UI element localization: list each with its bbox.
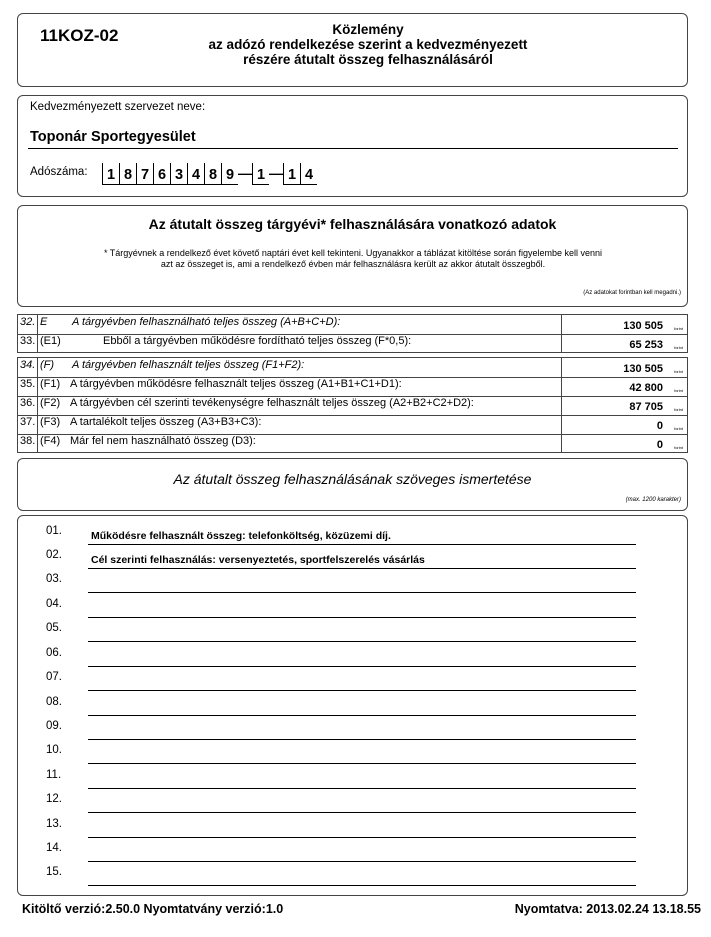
- line-number: 02.: [46, 549, 62, 561]
- tax-digit: 3: [170, 163, 187, 185]
- tax-digit: 4: [300, 163, 317, 185]
- tax-number-group-3: [283, 163, 317, 185]
- text-line[interactable]: [88, 544, 636, 545]
- column-divider: [561, 358, 562, 452]
- row-code: (F4): [40, 435, 61, 447]
- tax-dash: —: [238, 165, 252, 181]
- tax-digit: 9: [221, 163, 238, 185]
- line-text: Cél szerinti felhasználás: versenyeztetés, sportfelszerelés vásárlás: [91, 554, 425, 566]
- text-description-section: [17, 458, 688, 511]
- row-unit: forint: [674, 345, 683, 350]
- line-text: Működésre felhasznált összeg: telefonköltség, közüzemi díj.: [91, 530, 391, 542]
- row-value: 130 505: [623, 320, 663, 332]
- row-value: 130 505: [623, 363, 663, 375]
- line-number: 14.: [46, 842, 62, 854]
- row-code: (F3): [40, 416, 61, 428]
- column-divider: [37, 315, 38, 352]
- row-number: 35.: [20, 378, 36, 390]
- column-divider: [37, 358, 38, 452]
- text-line[interactable]: [88, 837, 636, 838]
- beneficiary-section: [17, 95, 688, 197]
- row-label: Ebből a tárgyévben működésre fordítható teljes összeg (F*0,5):: [103, 335, 412, 347]
- tax-digit: 8: [204, 163, 221, 185]
- table-row: [18, 315, 687, 334]
- data-heading-title: Az átutalt összeg tárgyévi* felhasználására vonatkozó adatok: [148, 216, 557, 232]
- max-chars-note: (max. 1200 karakter): [625, 497, 681, 503]
- row-number: 38.: [20, 435, 36, 447]
- text-lines-section: [17, 515, 688, 896]
- row-unit: forint: [674, 369, 683, 374]
- row-label: A tartalékolt teljes összeg (A3+B3+C3):: [70, 416, 262, 428]
- text-line[interactable]: [88, 885, 636, 886]
- line-number: 13.: [46, 818, 62, 830]
- text-line[interactable]: [88, 568, 636, 569]
- unit-note: (Az adatokat forintban kell megadni.): [583, 290, 681, 296]
- data-table-2: [17, 357, 688, 453]
- row-unit: forint: [674, 407, 683, 412]
- tax-digit: 7: [136, 163, 153, 185]
- footer-version: Kitöltő verzió:2.50.0 Nyomtatvány verzió:1.0: [22, 902, 284, 916]
- column-divider: [561, 315, 562, 352]
- row-value: 0: [656, 420, 663, 432]
- form-title-line2: az adózó rendelkezése szerint a kedvezményezett: [208, 37, 528, 52]
- row-code: (E1): [40, 335, 61, 347]
- tax-number-group-2: [252, 163, 269, 185]
- row-value: 87 705: [629, 401, 663, 413]
- row-unit: forint: [674, 426, 683, 431]
- line-number: 04.: [46, 598, 62, 610]
- row-value: 0: [656, 439, 663, 451]
- tax-number-field: [102, 161, 317, 185]
- table-row: [18, 334, 687, 353]
- row-number: 36.: [20, 397, 36, 409]
- line-number: 11.: [46, 769, 62, 781]
- table-row: [18, 358, 687, 377]
- row-label: Már fel nem használható összeg (D3):: [70, 435, 256, 447]
- text-line[interactable]: [88, 788, 636, 789]
- org-name-label: Kedvezményezett szervezet neve:: [30, 101, 206, 113]
- text-line[interactable]: [88, 592, 636, 593]
- org-name-underline: [28, 148, 678, 149]
- form-code: 11KOZ-02: [40, 26, 119, 45]
- tax-number-group-1: [102, 163, 238, 185]
- table-row: [18, 415, 687, 434]
- line-number: 01.: [46, 525, 62, 537]
- line-number: 12.: [46, 793, 62, 805]
- row-value: 65 253: [629, 339, 663, 351]
- text-line[interactable]: [88, 617, 636, 618]
- tax-digit: 6: [153, 163, 170, 185]
- data-heading-section: [17, 205, 688, 307]
- line-number: 10.: [46, 744, 62, 756]
- row-unit: forint: [674, 388, 683, 393]
- text-line[interactable]: [88, 763, 636, 764]
- text-line[interactable]: [88, 861, 636, 862]
- org-name-value: Toponár Sportegyesület: [30, 129, 196, 145]
- text-line[interactable]: [88, 641, 636, 642]
- row-number: 33.: [20, 335, 36, 347]
- line-number: 06.: [46, 647, 62, 659]
- row-label: A tárgyévben felhasznált teljes összeg (F1+F2):: [72, 359, 305, 371]
- row-value: 42 800: [629, 382, 663, 394]
- form-title-line3: részére átutalt összeg felhasználásáról: [243, 52, 493, 67]
- row-unit: forint: [674, 326, 683, 331]
- row-unit: forint: [674, 445, 683, 450]
- text-line[interactable]: [88, 666, 636, 667]
- row-label: A tárgyévben működésre felhasznált teljes összeg (A1+B1+C1+D1):: [70, 378, 402, 390]
- tax-digit: 4: [187, 163, 204, 185]
- note-line-2: azt az összeget is, ami a rendelkező évben már felhasználásra került az akkor átutalt összegből.: [160, 259, 546, 269]
- table-row: [18, 396, 687, 415]
- row-number: 34.: [20, 359, 36, 371]
- table-row: [18, 434, 687, 453]
- line-number: 07.: [46, 671, 62, 683]
- form-title: [138, 22, 598, 67]
- row-number: 37.: [20, 416, 36, 428]
- row-code: (F1): [40, 378, 61, 390]
- tax-number-label: Adószáma:: [30, 166, 88, 178]
- line-number: 05.: [46, 622, 62, 634]
- tax-digit: 8: [119, 163, 136, 185]
- tax-digit: 1: [252, 163, 269, 185]
- line-number: 09.: [46, 720, 62, 732]
- data-table-1: [17, 314, 688, 353]
- line-number: 08.: [46, 696, 62, 708]
- row-code: E: [40, 316, 48, 328]
- form-header: [17, 13, 688, 87]
- line-number: 03.: [46, 573, 62, 585]
- tax-digit: 1: [102, 163, 119, 185]
- row-label: A tárgyévben cél szerinti tevékenységre felhasznált teljes összeg (A2+B2+C2+D2):: [70, 397, 474, 409]
- row-code: (F2): [40, 397, 61, 409]
- text-line[interactable]: [88, 690, 636, 691]
- form-title-line1: Közlemény: [332, 22, 404, 37]
- text-line[interactable]: [88, 715, 636, 716]
- data-heading-note: [48, 248, 658, 270]
- text-description-title: Az átutalt összeg felhasználásának szöveges ismertetése: [173, 471, 532, 487]
- text-line[interactable]: [88, 739, 636, 740]
- note-line-1: * Tárgyévnek a rendelkező évet követő naptári évet kell tekinteni. Ugyanakkor a táblázat kitöltése során figyelembe kell venni: [103, 248, 603, 258]
- row-code: (F): [40, 359, 55, 371]
- tax-dash: —: [269, 165, 283, 181]
- tax-digit: 1: [283, 163, 300, 185]
- table-row: [18, 377, 687, 396]
- row-number: 32.: [20, 316, 36, 328]
- text-line[interactable]: [88, 812, 636, 813]
- line-number: 15.: [46, 866, 62, 878]
- row-label: A tárgyévben felhasználható teljes összeg (A+B+C+D):: [72, 316, 341, 328]
- footer-print-date: Nyomtatva: 2013.02.24 13.18.55: [514, 902, 701, 916]
